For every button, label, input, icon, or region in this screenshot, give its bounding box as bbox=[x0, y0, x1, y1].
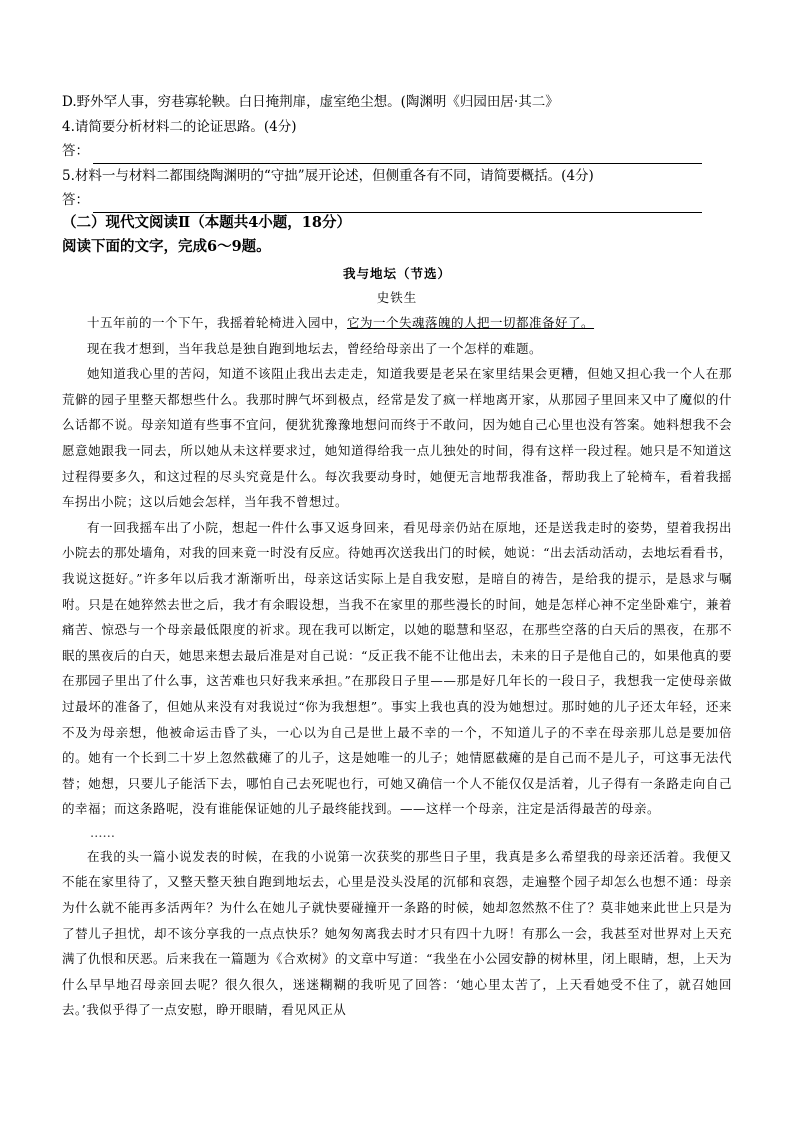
previous-questions bbox=[62, 90, 702, 213]
answer-area-5[interactable] bbox=[62, 188, 702, 213]
underlined-sentence: 它为一个失魂落魄的人把一切都准备好了。 bbox=[347, 315, 595, 330]
question-5: 5.材料一与材料二都围绕陶渊明的“守拙”展开论述，但侧重各有不同，请简要概括。(4分) bbox=[62, 167, 594, 184]
article-author: 史铁生 bbox=[376, 290, 418, 305]
question-4: 4.请简要分析材料二的论证思路。(4分) bbox=[62, 118, 297, 135]
answer-area-4[interactable] bbox=[62, 139, 702, 164]
section-heading: （二）现代文阅读Ⅱ（本题共4小题，18分） bbox=[62, 214, 351, 231]
answer-rule bbox=[93, 146, 702, 164]
article-title: 我与地坛（节选） bbox=[342, 266, 451, 281]
answer-label: 答： bbox=[62, 143, 89, 159]
paragraph-2: 现在我才想到，当年我总是独自跑到地坛去，曾经给母亲出了一个怎样的难题。 bbox=[87, 340, 543, 356]
answer-label: 答： bbox=[62, 192, 89, 208]
article bbox=[62, 262, 732, 1023]
paragraph-5: 在我的头一篇小说发表的时候，在我的小说第一次获奖的那些日子里，我真是多么希望我的母亲还活着。我便又不能在家里待了，又整天整天独自跑到地坛去，心里是没头没尾的沉郁和哀怨，走遍整个园子却怎么也想不通：母亲为什么就不能再多活两年？为什么在她儿子就快要碰撞开一条路的时候，她却忽然熬不住了？莫非她来此世上只是为了替儿子担忧，却不该分享我的一点点快乐？她匆匆离我去时才只有四十九呀！有那么一会，我甚至对世界对上天充满了仇恨和厌恶。后来我在一篇题为《合欢树》的文章中写道：“我坐在小公园安静的树林里，闭上眼睛，想，上天为什么早早地召母亲回去呢？很久很久，迷迷糊糊的我听见了回答：‘她心里太苦了，上天看她受不住了，就召她回去。’我似乎得了一点安慰，睁开眼睛，看见风正从 bbox=[62, 848, 732, 1018]
option-d: D.野外罕人事，穷巷寡轮鞅。白日掩荆扉，虚室绝尘想。(陶渊明《归园田居·其二》 bbox=[62, 94, 559, 110]
reading-instruction: 阅读下面的文字，完成6～9题。 bbox=[62, 238, 271, 255]
answer-rule bbox=[93, 195, 702, 213]
paragraph-1-text: 十五年前的一个下午，我摇着轮椅进入园中， bbox=[87, 315, 348, 330]
paragraph-1 bbox=[62, 310, 732, 336]
paragraph-3: 她知道我心里的苦闷，知道不该阻止我出去走走，知道我要是老呆在家里结果会更糟，但她又担心我一个人在那荒僻的园子里整天都想些什么。我那时脾气坏到极点，经常是发了疯一样地离开家，从那园子里回来又中了魔似的什么话都不说。母亲知道有些事不宜问，便犹犹豫豫地想问而终于不敢问，因为她自己心里也没有答案。她料想我不会愿意她跟我一同去，所以她从未这样要求过，她知道得给我一点儿独处的时间，得有这样一段过程。她只是不知道这过程得要多久，和这过程的尽头究竟是什么。每次我要动身时，她便无言地帮我准备，帮助我上了轮椅车，看着我摇车拐出小院；这以后她会怎样，当年我不曾想过。 bbox=[62, 366, 732, 510]
paragraph-4: 有一回我摇车出了小院，想起一件什么事又返身回来，看见母亲仍站在原地，还是送我走时的姿势，望着我拐出小院去的那处墙角，对我的回来竟一时没有反应。待她再次送我出门的时候，她说：“出去活动活动，去地坛看看书，我说这挺好。”许多年以后我才渐渐听出，母亲这话实际上是自我安慰，是暗自的祷告，是给我的提示，是恳求与嘱咐。只是在她猝然去世之后，我才有余暇设想，当我不在家里的那些漫长的时间，她是怎样心神不定坐卧难宁，兼着痛苦、惊恐与一个母亲最低限度的祈求。现在我可以断定，以她的聪慧和坚忍，在那些空落的白天后的黑夜，在那不眠的黑夜后的白天，她思来想去最后准是对自己说：“反正我不能不让他出去，未来的日子是他自己的，如果他真的要在那园子里出了什么事，这苦难也只好我来承担。”在那段日子里——那是好几年长的一段日子，我想我一定使母亲做过最坏的准备了，但她从来没有对我说过“你为我想想”。事实上我也真的没为她想过。那时她的儿子还太年轻，还来不及为母亲想，他被命运击昏了头，一心以为自己是世上最不幸的一个，不知道儿子的不幸在母亲那儿总是要加倍的。她有一个长到二十岁上忽然截瘫了的儿子，这是她唯一的儿子；她情愿截瘫的是自己而不是儿子，可这事无法代替；她想，只要儿子能活下去，哪怕自己去死呢也行，可她又确信一个人不能仅仅是活着，儿子得有一条路走向自己的幸福；而这条路呢，没有谁能保证她的儿子最终能找到。——这样一个母亲，注定是活得最苦的母亲。 bbox=[62, 519, 732, 817]
omission-mark: …… bbox=[90, 824, 115, 840]
